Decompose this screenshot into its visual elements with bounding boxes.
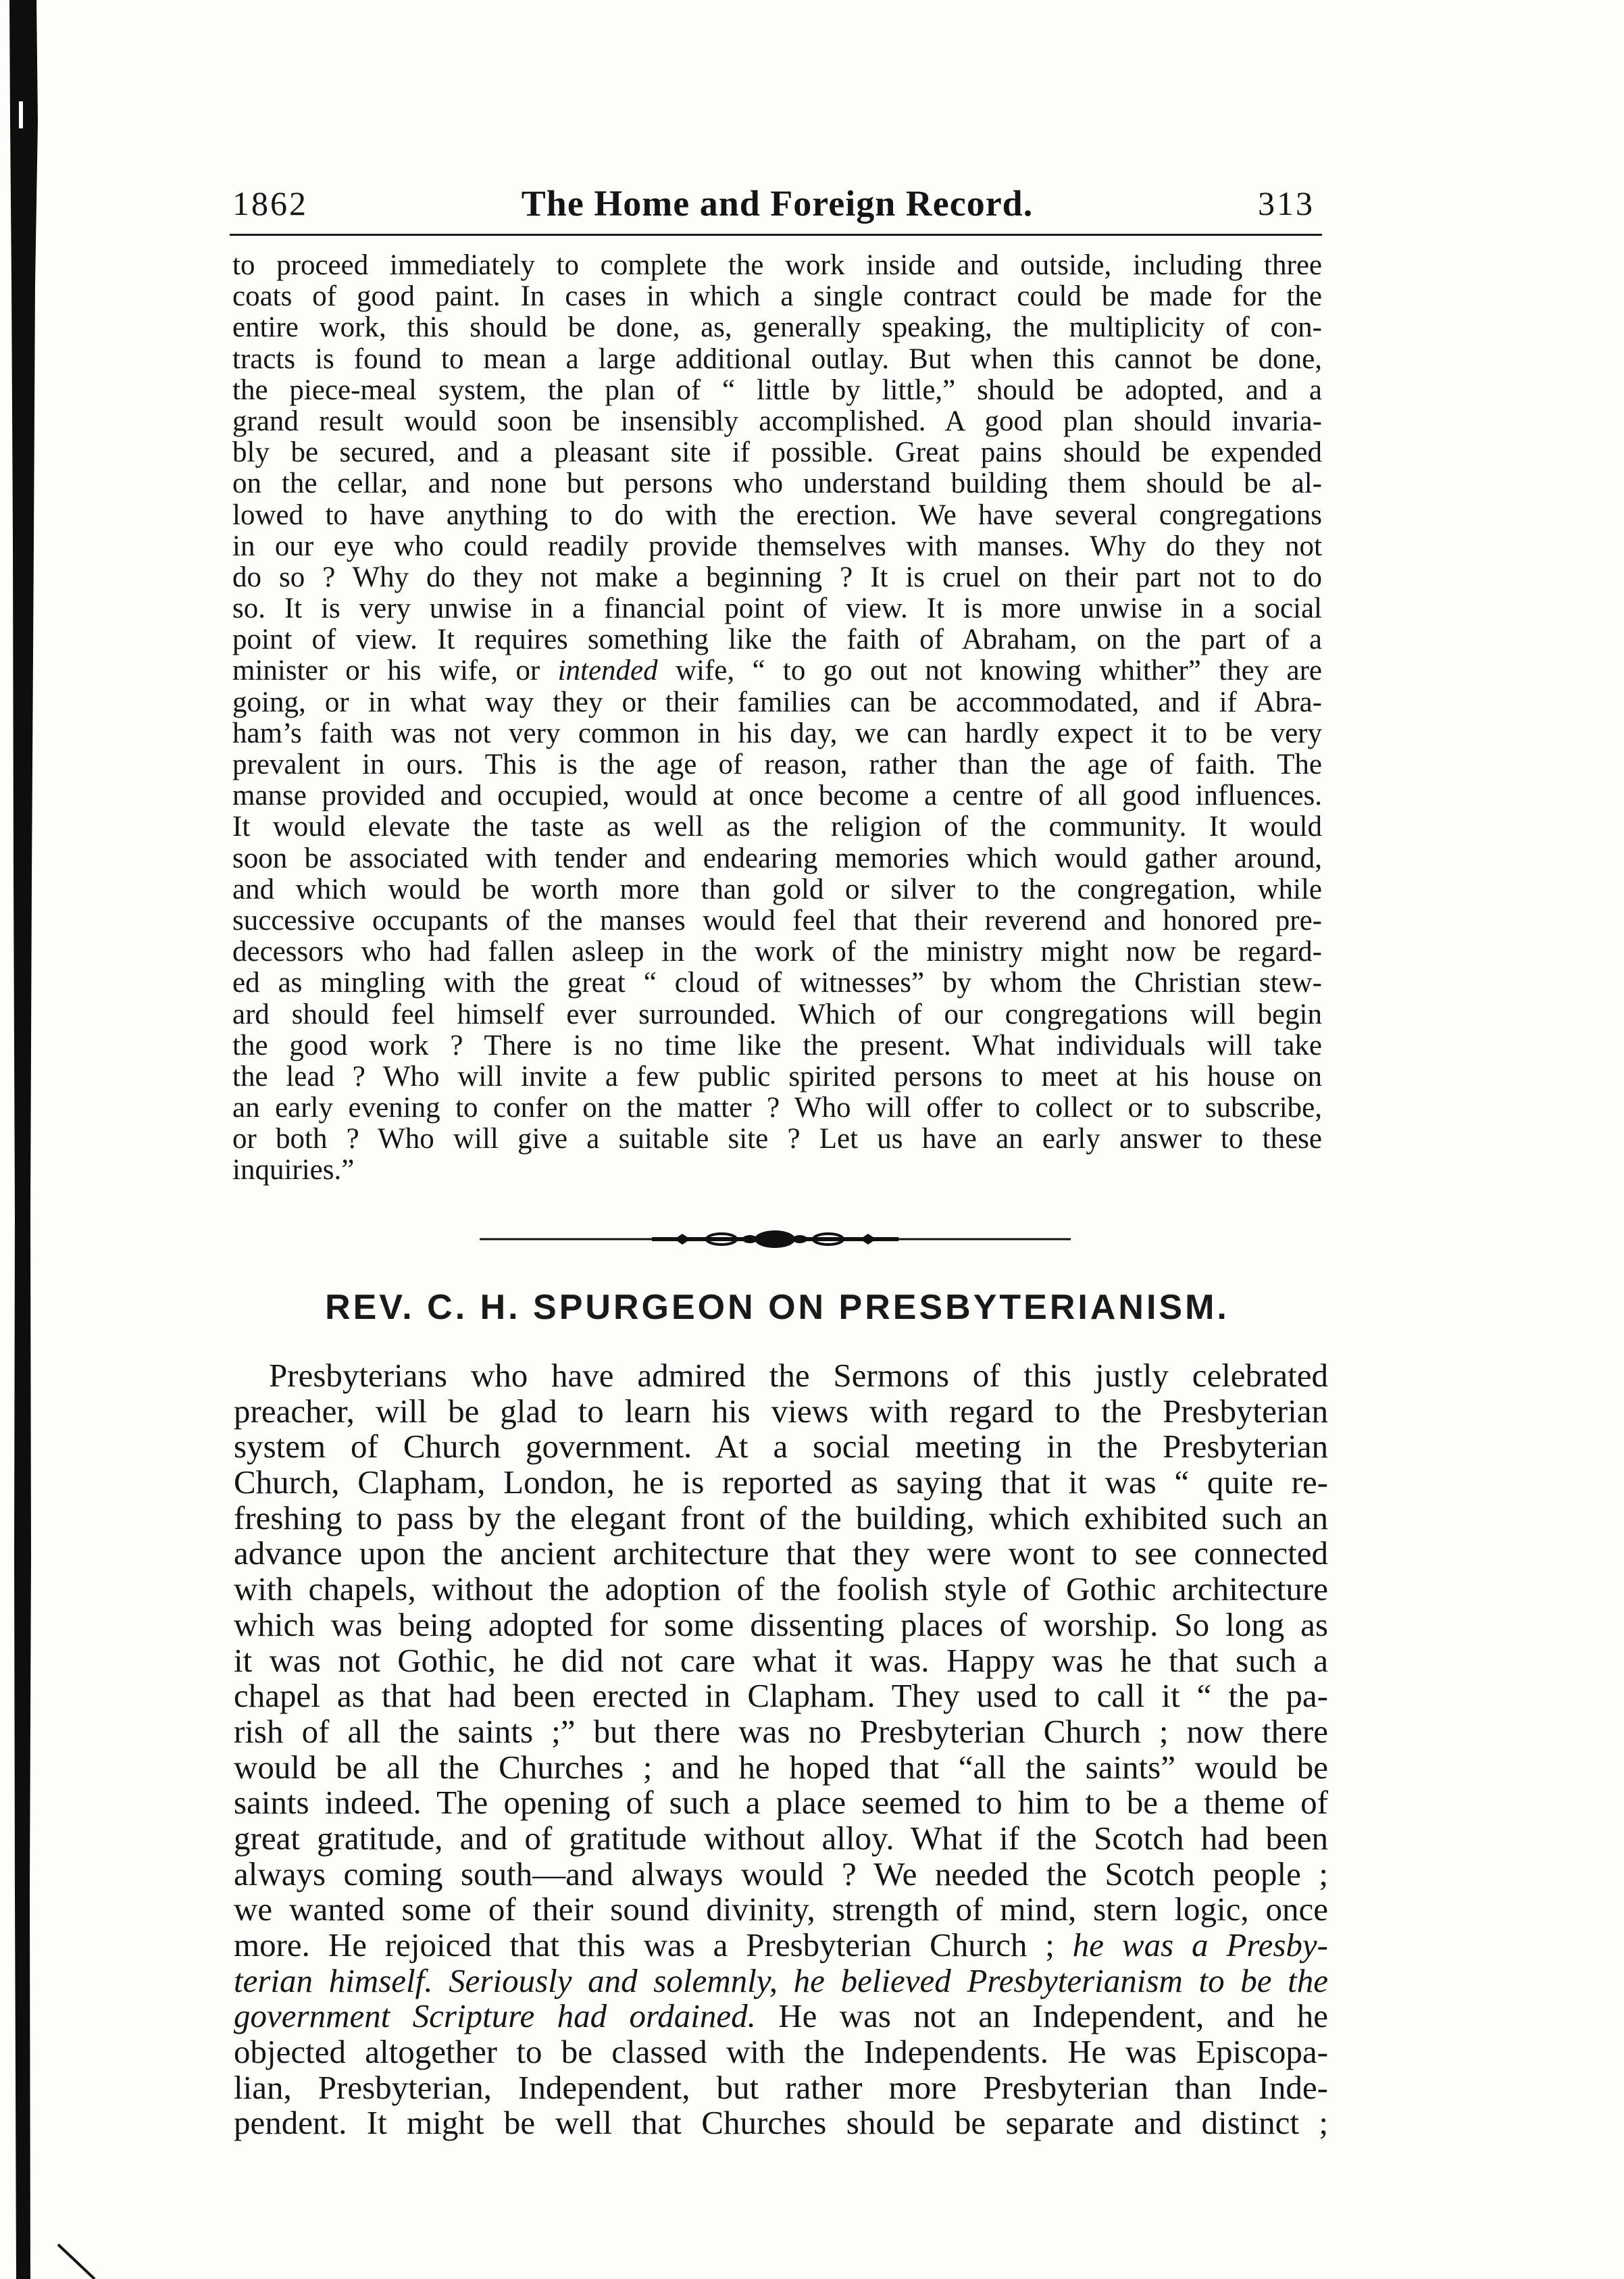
text-line: an early evening to confer on the matter ? Who will offer to collect or to subscribe, <box>232 1092 1322 1124</box>
text-line: the lead ? Who will invite a few public spirited persons to meet at his house on <box>232 1060 1322 1093</box>
text-line: soon be associated with tender and endearing memories which would gather around, <box>232 842 1322 874</box>
text-line: ham’s faith was not very common in his day, we can hardly expect it to be very <box>232 717 1322 749</box>
text-line: point of view. It requires something like the faith of Abraham, on the part of a <box>232 624 1322 656</box>
text-line: manse provided and occupied, would at once become a centre of all good influences. <box>232 780 1322 812</box>
italic-text: intended <box>557 655 658 687</box>
text-line <box>234 1928 1328 1963</box>
text-line: grand result would soon be insensibly accomplished. A good plan should invaria- <box>232 405 1322 437</box>
text-line: so. It is very unwise in a financial point of view. It is more unwise in a social <box>232 593 1322 625</box>
text-line: lowed to have anything to do with the erection. We have several congregations <box>232 499 1322 531</box>
text-segment: more. He rejoiced that this was a Presbyterian Church ; <box>234 1926 1073 1963</box>
text-line: the good work ? There is no time like the present. What individuals will take <box>232 1029 1322 1061</box>
text-line: ed as mingling with the great “ cloud of witnesses” by whom the Christian stew- <box>232 967 1322 999</box>
article-heading: REV. C. H. SPURGEON ON PRESBYTERIANISM. <box>325 1288 1229 1327</box>
text-line: Presbyterians who have admired the Sermons of this justly celebrated <box>269 1357 1328 1394</box>
text-line: entire work, this should be done, as, generally speaking, the multiplicity of con- <box>232 311 1322 344</box>
text-line: objected altogether to be classed with the Independents. He was Episcopa- <box>234 2033 1328 2071</box>
text-line: tracts is found to mean a large additional outlay. But when this cannot be done, <box>232 343 1322 375</box>
text-line: the piece-meal system, the plan of “ little by little,” should be adopted, and a <box>232 374 1322 406</box>
binding-edge-shadow <box>0 0 108 2279</box>
text-line: successive occupants of the manses would feel that their reverend and honored pre- <box>232 904 1322 936</box>
text-line: do so ? Why do they not make a beginning ? It is cruel on their part not to do <box>232 561 1322 593</box>
text-line: bly be secured, and a pleasant site if possible. Great pains should be expended <box>232 436 1322 469</box>
text-line: lian, Presbyterian, Independent, but rather more Presbyterian than Inde- <box>234 2068 1328 2106</box>
text-line: great gratitude, and of gratitude without alloy. What if the Scotch had been <box>234 1819 1328 1857</box>
italic-text: terian himself. Seriously and solemnly, he believed Presbyterianism to be the <box>234 1961 1328 1999</box>
text-line: freshing to pass by the elegant front of the building, which exhibited such an <box>234 1499 1328 1536</box>
spurgeon-article-body <box>234 1358 1328 2141</box>
text-segment: He was not an Independent, and he <box>755 1997 1329 2035</box>
text-line: which was being adopted for some dissenting places of worship. So long as <box>234 1605 1328 1643</box>
text-line: advance upon the ancient architecture that they were wont to see connected <box>234 1534 1328 1572</box>
continued-article <box>232 250 1322 1186</box>
text-line: coats of good paint. In cases in which a single contract could be made for the <box>232 280 1322 313</box>
text-line: preacher, will be glad to learn his views with regard to the Presbyterian <box>234 1392 1328 1430</box>
text-line: system of Church government. At a social meeting in the Presbyterian <box>234 1428 1328 1466</box>
text-line: It would elevate the taste as well as the religion of the community. It would <box>232 811 1322 843</box>
text-line: prevalent in ours. This is the age of reason, rather than the age of faith. The <box>232 749 1322 780</box>
text-line: decessors who had fallen asleep in the work of the ministry might now be regard- <box>232 936 1322 968</box>
text-line: with chapels, without the adoption of the foolish style of Gothic architecture <box>234 1570 1328 1608</box>
page-number: 313 <box>1258 184 1315 222</box>
header-rule <box>230 234 1322 236</box>
text-line: always coming south—and always would ? We needed the Scotch people ; <box>234 1855 1328 1893</box>
text-line: it was not Gothic, he did not care what it was. Happy was he that such a <box>234 1641 1328 1679</box>
italic-text: government Scripture had ordained. <box>234 1997 756 2035</box>
text-line: chapel as that had been erected in Clapham. They used to call it “ the pa- <box>234 1677 1328 1715</box>
text-line: and which would be worth more than gold or silver to the congregation, while <box>232 873 1322 905</box>
text-line: we wanted some of their sound divinity, strength of mind, stern logic, once <box>234 1890 1328 1928</box>
page-year: 1862 <box>232 184 308 222</box>
text-line: pendent. It might be well that Churches should be separate and distinct ; <box>234 2104 1328 2142</box>
text-line: or both ? Who will give a suitable site ? Let us have an early answer to these <box>232 1123 1322 1155</box>
text-line: ard should feel himself ever surrounded. Which of our congregations will begin <box>232 998 1322 1030</box>
text-segment: wife, “ to go out not knowing whither” they are <box>657 655 1322 687</box>
italic-text: he was a Presby- <box>1072 1926 1328 1963</box>
text-line: would be all the Churches ; and he hoped that “all the saints” would be <box>234 1748 1328 1786</box>
text-segment: minister or his wife, or <box>232 655 558 687</box>
text-line <box>234 1999 1328 2034</box>
text-line <box>234 1963 1328 1999</box>
text-line: going, or in what way they or their families can be accommodated, and if Abra- <box>232 686 1322 718</box>
ornamental-divider <box>480 1226 1071 1253</box>
text-line: inquiries.” <box>232 1154 355 1186</box>
text-line: Church, Clapham, London, he is reported as saying that it was “ quite re- <box>234 1463 1328 1501</box>
text-line: saints indeed. The opening of such a place seemed to him to be a theme of <box>234 1784 1328 1822</box>
text-line: rish of all the saints ;” but there was no Presbyterian Church ; now there <box>234 1712 1328 1750</box>
text-line: on the cellar, and none but persons who understand building them should be al- <box>232 468 1322 500</box>
text-line: in our eye who could readily provide themselves with manses. Why do they not <box>232 530 1322 562</box>
text-line: to proceed immediately to complete the work inside and outside, including three <box>232 249 1322 281</box>
text-line <box>232 655 1322 686</box>
journal-title: The Home and Foreign Record. <box>521 183 1034 224</box>
